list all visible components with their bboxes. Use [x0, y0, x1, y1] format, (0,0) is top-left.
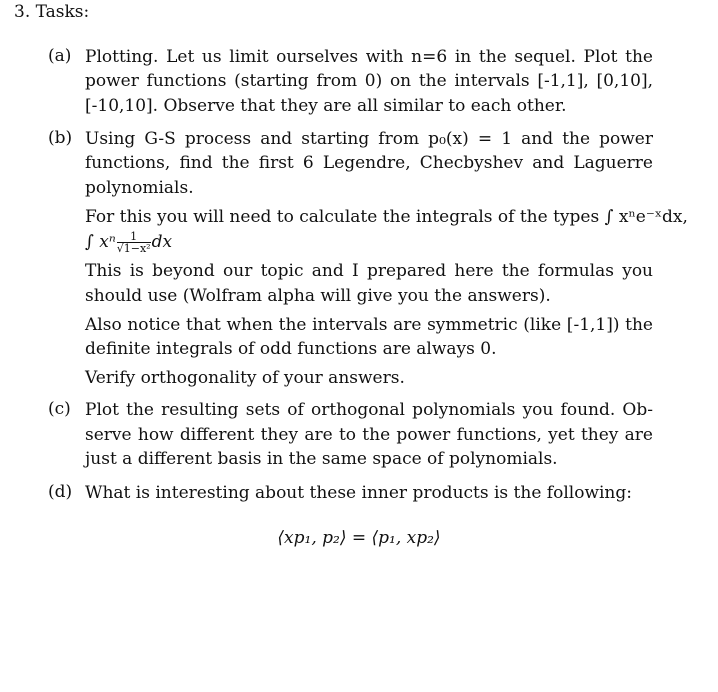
item-b-line-9: definite integrals of odd functions are always 0.	[85, 339, 497, 359]
item-b-line-7: should use (Wolfram alpha will give you the answers).	[85, 286, 551, 306]
item-b-line-3: polynomials.	[85, 178, 194, 198]
fraction-numerator: 1	[117, 231, 151, 243]
item-a-label: (a)	[48, 46, 72, 66]
item-a-line-1: Plotting. Let us limit ourselves with n=6 in the sequel. Plot the	[85, 47, 653, 67]
integral-dx: dx	[151, 232, 173, 252]
item-c-line-1: Plot the resulting sets of orthogonal polynomials you found. Ob-	[85, 400, 653, 420]
item-b-label: (b)	[48, 128, 73, 148]
item-d-label: (d)	[48, 482, 73, 502]
fraction	[117, 231, 151, 254]
item-a-line-2: power functions (starting from 0) on the intervals [-1,1], [0,10],	[85, 71, 653, 91]
integral-prefix: ∫ xⁿ	[85, 232, 116, 252]
inner-product-equation: ⟨xp₁, p₂⟩ = ⟨p₁, xp₂⟩	[277, 528, 441, 548]
item-c-line-3: just a different basis in the same space of polynomials.	[85, 449, 558, 469]
section-heading: 3. Tasks:	[14, 2, 90, 22]
item-d-line-1: What is interesting about these inner products is the following:	[85, 483, 632, 503]
item-b-line-8: Also notice that when the intervals are symmetric (like [-1,1]) the	[85, 315, 653, 335]
item-b-line-2: functions, find the first 6 Legendre, Checbyshev and Laguerre	[85, 153, 653, 173]
item-c-line-2: serve how different they are to the power functions, yet they are	[85, 425, 653, 445]
item-c-label: (c)	[48, 399, 71, 419]
item-a-line-3: [-10,10]. Observe that they are all similar to each other.	[85, 96, 567, 116]
item-b-line-10: Verify orthogonality of your answers.	[85, 368, 405, 388]
item-b-line-1: Using G-S process and starting from p₀(x) = 1 and the power	[85, 129, 653, 149]
item-b-integral	[85, 230, 172, 254]
item-b-line-6: This is beyond our topic and I prepared here the formulas you	[85, 261, 653, 281]
fraction-denominator: √1−x²	[116, 242, 151, 255]
item-b-line-4: For this you will need to calculate the integrals of the types ∫ xⁿe⁻ˣdx,	[85, 207, 688, 227]
